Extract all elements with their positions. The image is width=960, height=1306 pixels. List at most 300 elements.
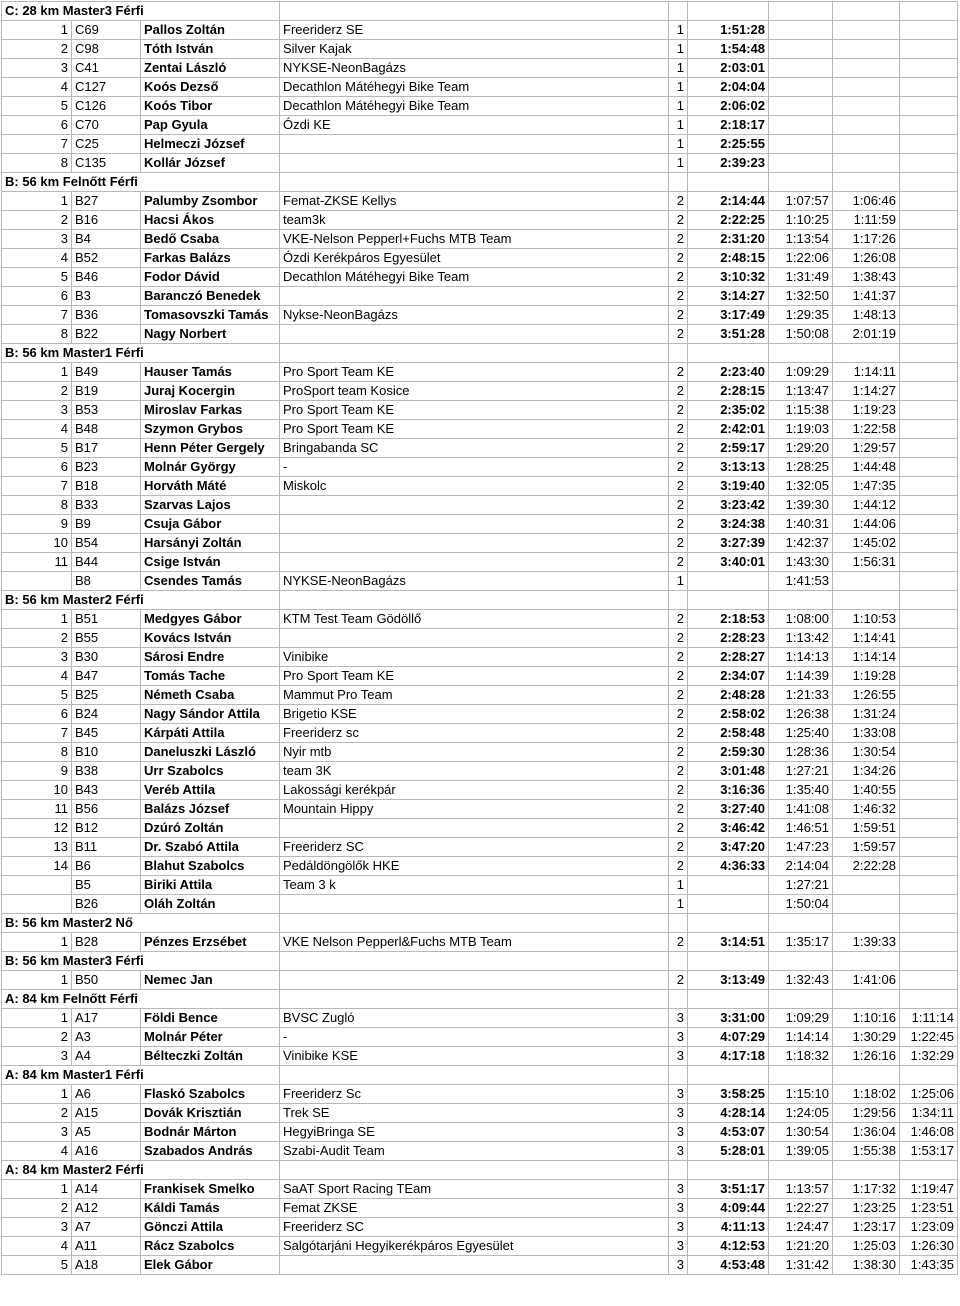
rank-cell: 11 bbox=[2, 800, 72, 819]
laps-cell: 2 bbox=[669, 610, 688, 629]
table-row bbox=[2, 1085, 958, 1104]
lap3-time-cell: 1:32:29 bbox=[900, 1047, 958, 1066]
rank-cell: 8 bbox=[2, 154, 72, 173]
rank-cell: 5 bbox=[2, 97, 72, 116]
category-title: B: 56 km Master2 Férfi bbox=[2, 591, 280, 610]
lap1-time-cell: 1:30:54 bbox=[769, 1123, 833, 1142]
lap2-time-cell: 1:59:51 bbox=[833, 819, 900, 838]
bib-cell: B43 bbox=[72, 781, 141, 800]
team-cell bbox=[280, 819, 669, 838]
lap3-time-cell bbox=[900, 781, 958, 800]
team-cell bbox=[280, 515, 669, 534]
rank-cell: 8 bbox=[2, 496, 72, 515]
rank-cell: 6 bbox=[2, 116, 72, 135]
lap1-time-cell: 1:28:36 bbox=[769, 743, 833, 762]
team-cell bbox=[280, 895, 669, 914]
lap3-time-cell: 1:22:45 bbox=[900, 1028, 958, 1047]
table-row bbox=[2, 933, 958, 952]
lap1-time-cell: 1:26:38 bbox=[769, 705, 833, 724]
bib-cell: B22 bbox=[72, 325, 141, 344]
laps-cell: 2 bbox=[669, 971, 688, 990]
lap1-time-cell: 2:14:04 bbox=[769, 857, 833, 876]
laps-cell: 2 bbox=[669, 287, 688, 306]
table-row bbox=[2, 857, 958, 876]
lap3-time-cell bbox=[900, 192, 958, 211]
total-time-cell: 2:48:28 bbox=[688, 686, 769, 705]
name-cell: Elek Gábor bbox=[141, 1256, 280, 1275]
name-cell: Pap Gyula bbox=[141, 116, 280, 135]
team-cell: Femat ZKSE bbox=[280, 1199, 669, 1218]
rank-cell: 10 bbox=[2, 534, 72, 553]
category-header-row bbox=[2, 2, 958, 21]
lap1-time-cell: 1:24:05 bbox=[769, 1104, 833, 1123]
table-row bbox=[2, 705, 958, 724]
lap1-time-cell: 1:29:20 bbox=[769, 439, 833, 458]
laps-cell: 2 bbox=[669, 762, 688, 781]
bib-cell: B18 bbox=[72, 477, 141, 496]
table-row bbox=[2, 1123, 958, 1142]
empty-cell bbox=[769, 591, 833, 610]
category-title: B: 56 km Master3 Férfi bbox=[2, 952, 280, 971]
lap3-time-cell bbox=[900, 325, 958, 344]
table-row bbox=[2, 610, 958, 629]
bib-cell: B23 bbox=[72, 458, 141, 477]
bib-cell: C70 bbox=[72, 116, 141, 135]
name-cell: Oláh Zoltán bbox=[141, 895, 280, 914]
name-cell: Csige István bbox=[141, 553, 280, 572]
team-cell bbox=[280, 629, 669, 648]
lap3-time-cell bbox=[900, 933, 958, 952]
rank-cell: 1 bbox=[2, 1085, 72, 1104]
lap3-time-cell bbox=[900, 40, 958, 59]
total-time-cell bbox=[688, 572, 769, 591]
bib-cell: B27 bbox=[72, 192, 141, 211]
rank-cell: 7 bbox=[2, 477, 72, 496]
rank-cell: 1 bbox=[2, 1180, 72, 1199]
name-cell: Németh Csaba bbox=[141, 686, 280, 705]
empty-cell bbox=[769, 1161, 833, 1180]
lap1-time-cell: 1:42:37 bbox=[769, 534, 833, 553]
name-cell: Dr. Szabó Attila bbox=[141, 838, 280, 857]
team-cell: Silver Kajak bbox=[280, 40, 669, 59]
lap3-time-cell bbox=[900, 306, 958, 325]
team-cell: Salgótarjáni Hegyikerékpáros Egyesület bbox=[280, 1237, 669, 1256]
rank-cell: 3 bbox=[2, 1218, 72, 1237]
total-time-cell: 2:03:01 bbox=[688, 59, 769, 78]
lap2-time-cell: 2:22:28 bbox=[833, 857, 900, 876]
name-cell: Koós Dezső bbox=[141, 78, 280, 97]
total-time-cell: 3:16:36 bbox=[688, 781, 769, 800]
lap3-time-cell: 1:19:47 bbox=[900, 1180, 958, 1199]
team-cell: SaAT Sport Racing TEam bbox=[280, 1180, 669, 1199]
category-title: A: 84 km Master2 Férfi bbox=[2, 1161, 280, 1180]
lap1-time-cell: 1:46:51 bbox=[769, 819, 833, 838]
bib-cell: B33 bbox=[72, 496, 141, 515]
laps-cell: 2 bbox=[669, 477, 688, 496]
table-row bbox=[2, 78, 958, 97]
bib-cell: A12 bbox=[72, 1199, 141, 1218]
laps-cell: 2 bbox=[669, 382, 688, 401]
rank-cell: 1 bbox=[2, 21, 72, 40]
name-cell: Palumby Zsombor bbox=[141, 192, 280, 211]
results-table bbox=[1, 1, 958, 1275]
rank-cell: 2 bbox=[2, 1104, 72, 1123]
lap3-time-cell: 1:46:08 bbox=[900, 1123, 958, 1142]
lap3-time-cell bbox=[900, 762, 958, 781]
total-time-cell: 2:31:20 bbox=[688, 230, 769, 249]
team-cell: Nykse-NeonBagázs bbox=[280, 306, 669, 325]
empty-cell bbox=[280, 344, 669, 363]
laps-cell: 3 bbox=[669, 1180, 688, 1199]
table-row bbox=[2, 306, 958, 325]
table-row bbox=[2, 743, 958, 762]
rank-cell: 8 bbox=[2, 743, 72, 762]
name-cell: Kovács István bbox=[141, 629, 280, 648]
lap3-time-cell: 1:23:51 bbox=[900, 1199, 958, 1218]
bib-cell: B5 bbox=[72, 876, 141, 895]
total-time-cell: 3:47:20 bbox=[688, 838, 769, 857]
bib-cell: B52 bbox=[72, 249, 141, 268]
total-time-cell: 2:42:01 bbox=[688, 420, 769, 439]
empty-cell bbox=[900, 2, 958, 21]
table-row bbox=[2, 1047, 958, 1066]
lap3-time-cell: 1:23:09 bbox=[900, 1218, 958, 1237]
laps-cell: 1 bbox=[669, 876, 688, 895]
table-row bbox=[2, 496, 958, 515]
rank-cell: 7 bbox=[2, 135, 72, 154]
laps-cell: 3 bbox=[669, 1085, 688, 1104]
lap1-time-cell: 1:43:30 bbox=[769, 553, 833, 572]
table-row bbox=[2, 268, 958, 287]
bib-cell: B51 bbox=[72, 610, 141, 629]
rank-cell: 3 bbox=[2, 401, 72, 420]
lap2-time-cell: 1:45:02 bbox=[833, 534, 900, 553]
category-title: B: 56 km Felnőtt Férfi bbox=[2, 173, 280, 192]
results-sheet bbox=[1, 1, 957, 1275]
table-row bbox=[2, 249, 958, 268]
rank-cell: 1 bbox=[2, 610, 72, 629]
empty-cell bbox=[669, 344, 688, 363]
bib-cell: B54 bbox=[72, 534, 141, 553]
name-cell: Kollár József bbox=[141, 154, 280, 173]
lap3-time-cell bbox=[900, 287, 958, 306]
laps-cell: 1 bbox=[669, 135, 688, 154]
bib-cell: A11 bbox=[72, 1237, 141, 1256]
bib-cell: B19 bbox=[72, 382, 141, 401]
name-cell: Daneluszki László bbox=[141, 743, 280, 762]
lap2-time-cell: 1:46:32 bbox=[833, 800, 900, 819]
bib-cell: B53 bbox=[72, 401, 141, 420]
team-cell: Miskolc bbox=[280, 477, 669, 496]
team-cell: Freeriderz SC bbox=[280, 838, 669, 857]
lap1-time-cell bbox=[769, 116, 833, 135]
lap2-time-cell: 1:14:14 bbox=[833, 648, 900, 667]
bib-cell: B4 bbox=[72, 230, 141, 249]
bib-cell: B36 bbox=[72, 306, 141, 325]
total-time-cell: 2:59:30 bbox=[688, 743, 769, 762]
table-row bbox=[2, 230, 958, 249]
team-cell: Nyir mtb bbox=[280, 743, 669, 762]
lap1-time-cell: 1:31:42 bbox=[769, 1256, 833, 1275]
rank-cell: 7 bbox=[2, 306, 72, 325]
total-time-cell: 5:28:01 bbox=[688, 1142, 769, 1161]
bib-cell: B46 bbox=[72, 268, 141, 287]
empty-cell bbox=[688, 1161, 769, 1180]
laps-cell: 2 bbox=[669, 401, 688, 420]
bib-cell: C98 bbox=[72, 40, 141, 59]
team-cell: Trek SE bbox=[280, 1104, 669, 1123]
total-time-cell: 3:51:28 bbox=[688, 325, 769, 344]
total-time-cell: 2:28:15 bbox=[688, 382, 769, 401]
lap3-time-cell: 1:43:35 bbox=[900, 1256, 958, 1275]
total-time-cell: 3:58:25 bbox=[688, 1085, 769, 1104]
laps-cell: 2 bbox=[669, 781, 688, 800]
name-cell: Gönczi Attila bbox=[141, 1218, 280, 1237]
team-cell: ProSport team Kosice bbox=[280, 382, 669, 401]
lap3-time-cell bbox=[900, 249, 958, 268]
lap1-time-cell: 1:32:50 bbox=[769, 287, 833, 306]
lap2-time-cell: 1:30:29 bbox=[833, 1028, 900, 1047]
lap3-time-cell bbox=[900, 629, 958, 648]
lap2-time-cell: 1:29:57 bbox=[833, 439, 900, 458]
total-time-cell: 2:39:23 bbox=[688, 154, 769, 173]
empty-cell bbox=[669, 914, 688, 933]
rank-cell: 3 bbox=[2, 1047, 72, 1066]
laps-cell: 2 bbox=[669, 249, 688, 268]
total-time-cell: 2:28:23 bbox=[688, 629, 769, 648]
rank-cell: 7 bbox=[2, 724, 72, 743]
name-cell: Földi Bence bbox=[141, 1009, 280, 1028]
name-cell: Bodnár Márton bbox=[141, 1123, 280, 1142]
bib-cell: B56 bbox=[72, 800, 141, 819]
laps-cell: 3 bbox=[669, 1199, 688, 1218]
name-cell: Pénzes Erzsébet bbox=[141, 933, 280, 952]
lap2-time-cell: 1:29:56 bbox=[833, 1104, 900, 1123]
total-time-cell bbox=[688, 895, 769, 914]
lap3-time-cell bbox=[900, 59, 958, 78]
name-cell: Szarvas Lajos bbox=[141, 496, 280, 515]
name-cell: Nagy Sándor Attila bbox=[141, 705, 280, 724]
laps-cell: 2 bbox=[669, 192, 688, 211]
total-time-cell: 3:01:48 bbox=[688, 762, 769, 781]
bib-cell: B38 bbox=[72, 762, 141, 781]
empty-cell bbox=[688, 1066, 769, 1085]
name-cell: Flaskó Szabolcs bbox=[141, 1085, 280, 1104]
lap3-time-cell bbox=[900, 135, 958, 154]
lap2-time-cell: 1:14:11 bbox=[833, 363, 900, 382]
total-time-cell: 3:19:40 bbox=[688, 477, 769, 496]
lap2-time-cell: 1:19:23 bbox=[833, 401, 900, 420]
name-cell: Baranczó Benedek bbox=[141, 287, 280, 306]
name-cell: Henn Péter Gergely bbox=[141, 439, 280, 458]
laps-cell: 1 bbox=[669, 40, 688, 59]
rank-cell: 4 bbox=[2, 249, 72, 268]
laps-cell: 2 bbox=[669, 306, 688, 325]
empty-cell bbox=[833, 1066, 900, 1085]
table-row bbox=[2, 97, 958, 116]
bib-cell: B28 bbox=[72, 933, 141, 952]
laps-cell: 2 bbox=[669, 819, 688, 838]
bib-cell: A14 bbox=[72, 1180, 141, 1199]
name-cell: Káldi Tamás bbox=[141, 1199, 280, 1218]
total-time-cell: 2:23:40 bbox=[688, 363, 769, 382]
laps-cell: 2 bbox=[669, 724, 688, 743]
empty-cell bbox=[280, 1161, 669, 1180]
name-cell: Nagy Norbert bbox=[141, 325, 280, 344]
total-time-cell: 3:31:00 bbox=[688, 1009, 769, 1028]
empty-cell bbox=[900, 952, 958, 971]
laps-cell: 2 bbox=[669, 420, 688, 439]
lap2-time-cell: 1:26:08 bbox=[833, 249, 900, 268]
rank-cell: 3 bbox=[2, 648, 72, 667]
empty-cell bbox=[669, 591, 688, 610]
total-time-cell: 3:14:27 bbox=[688, 287, 769, 306]
lap1-time-cell: 1:22:06 bbox=[769, 249, 833, 268]
table-row bbox=[2, 192, 958, 211]
category-header-row bbox=[2, 173, 958, 192]
team-cell: Freeriderz SC bbox=[280, 1218, 669, 1237]
rank-cell: 12 bbox=[2, 819, 72, 838]
team-cell: Pro Sport Team KE bbox=[280, 667, 669, 686]
lap1-time-cell: 1:27:21 bbox=[769, 876, 833, 895]
lap2-time-cell: 1:17:26 bbox=[833, 230, 900, 249]
lap2-time-cell bbox=[833, 21, 900, 40]
lap3-time-cell bbox=[900, 382, 958, 401]
lap2-time-cell: 1:25:03 bbox=[833, 1237, 900, 1256]
empty-cell bbox=[280, 914, 669, 933]
table-row bbox=[2, 135, 958, 154]
lap2-time-cell: 1:41:37 bbox=[833, 287, 900, 306]
laps-cell: 3 bbox=[669, 1047, 688, 1066]
lap1-time-cell bbox=[769, 78, 833, 97]
table-row bbox=[2, 1104, 958, 1123]
lap1-time-cell: 1:09:29 bbox=[769, 363, 833, 382]
lap3-time-cell bbox=[900, 572, 958, 591]
lap3-time-cell bbox=[900, 857, 958, 876]
lap3-time-cell bbox=[900, 553, 958, 572]
category-header-row bbox=[2, 1161, 958, 1180]
table-row bbox=[2, 59, 958, 78]
laps-cell: 1 bbox=[669, 78, 688, 97]
total-time-cell: 1:51:28 bbox=[688, 21, 769, 40]
empty-cell bbox=[669, 990, 688, 1009]
bib-cell: B47 bbox=[72, 667, 141, 686]
team-cell: Mammut Pro Team bbox=[280, 686, 669, 705]
table-row bbox=[2, 1199, 958, 1218]
empty-cell bbox=[280, 591, 669, 610]
laps-cell: 2 bbox=[669, 667, 688, 686]
lap2-time-cell: 1:56:31 bbox=[833, 553, 900, 572]
lap3-time-cell bbox=[900, 667, 958, 686]
team-cell: Freeriderz SE bbox=[280, 21, 669, 40]
bib-cell: B17 bbox=[72, 439, 141, 458]
lap1-time-cell bbox=[769, 40, 833, 59]
rank-cell: 4 bbox=[2, 667, 72, 686]
laps-cell: 2 bbox=[669, 933, 688, 952]
name-cell: Harsányi Zoltán bbox=[141, 534, 280, 553]
team-cell: Decathlon Mátéhegyi Bike Team bbox=[280, 78, 669, 97]
empty-cell bbox=[900, 1066, 958, 1085]
team-cell bbox=[280, 1256, 669, 1275]
name-cell: Csuja Gábor bbox=[141, 515, 280, 534]
rank-cell: 2 bbox=[2, 629, 72, 648]
table-row bbox=[2, 724, 958, 743]
bib-cell: A7 bbox=[72, 1218, 141, 1237]
lap1-time-cell: 1:09:29 bbox=[769, 1009, 833, 1028]
table-row bbox=[2, 895, 958, 914]
laps-cell: 2 bbox=[669, 629, 688, 648]
empty-cell bbox=[769, 952, 833, 971]
lap1-time-cell: 1:28:25 bbox=[769, 458, 833, 477]
lap1-time-cell: 1:40:31 bbox=[769, 515, 833, 534]
name-cell: Kárpáti Attila bbox=[141, 724, 280, 743]
lap3-time-cell bbox=[900, 496, 958, 515]
category-header-row bbox=[2, 344, 958, 363]
rank-cell: 1 bbox=[2, 1009, 72, 1028]
laps-cell: 2 bbox=[669, 838, 688, 857]
empty-cell bbox=[900, 990, 958, 1009]
bib-cell: C126 bbox=[72, 97, 141, 116]
category-title: A: 84 km Felnőtt Férfi bbox=[2, 990, 280, 1009]
rank-cell: 2 bbox=[2, 40, 72, 59]
lap2-time-cell: 1:40:55 bbox=[833, 781, 900, 800]
lap3-time-cell bbox=[900, 211, 958, 230]
team-cell: KTM Test Team Gödöllő bbox=[280, 610, 669, 629]
empty-cell bbox=[669, 2, 688, 21]
rank-cell: 6 bbox=[2, 705, 72, 724]
bib-cell: B50 bbox=[72, 971, 141, 990]
lap1-time-cell: 1:08:00 bbox=[769, 610, 833, 629]
category-header-row bbox=[2, 1066, 958, 1085]
rank-cell: 4 bbox=[2, 78, 72, 97]
name-cell: Medgyes Gábor bbox=[141, 610, 280, 629]
laps-cell: 1 bbox=[669, 59, 688, 78]
table-row bbox=[2, 1256, 958, 1275]
rank-cell: 9 bbox=[2, 515, 72, 534]
total-time-cell: 2:18:17 bbox=[688, 116, 769, 135]
bib-cell: B10 bbox=[72, 743, 141, 762]
team-cell bbox=[280, 325, 669, 344]
lap1-time-cell: 1:35:17 bbox=[769, 933, 833, 952]
category-title: B: 56 km Master2 Nő bbox=[2, 914, 280, 933]
rank-cell: 4 bbox=[2, 1142, 72, 1161]
lap2-time-cell bbox=[833, 572, 900, 591]
lap1-time-cell: 1:29:35 bbox=[769, 306, 833, 325]
name-cell: Tóth István bbox=[141, 40, 280, 59]
name-cell: Blahut Szabolcs bbox=[141, 857, 280, 876]
rank-cell: 5 bbox=[2, 268, 72, 287]
team-cell: team 3K bbox=[280, 762, 669, 781]
lap1-time-cell: 1:14:39 bbox=[769, 667, 833, 686]
team-cell: NYKSE-NeonBagázs bbox=[280, 572, 669, 591]
lap2-time-cell: 1:06:46 bbox=[833, 192, 900, 211]
lap2-time-cell: 1:18:02 bbox=[833, 1085, 900, 1104]
lap1-time-cell bbox=[769, 21, 833, 40]
lap3-time-cell bbox=[900, 515, 958, 534]
total-time-cell: 4:09:44 bbox=[688, 1199, 769, 1218]
laps-cell: 1 bbox=[669, 572, 688, 591]
team-cell: BVSC Zugló bbox=[280, 1009, 669, 1028]
lap3-time-cell bbox=[900, 78, 958, 97]
bib-cell: B25 bbox=[72, 686, 141, 705]
lap1-time-cell: 1:35:40 bbox=[769, 781, 833, 800]
empty-cell bbox=[688, 914, 769, 933]
rank-cell: 4 bbox=[2, 1237, 72, 1256]
laps-cell: 2 bbox=[669, 686, 688, 705]
empty-cell bbox=[900, 173, 958, 192]
category-header-row bbox=[2, 914, 958, 933]
total-time-cell: 2:14:44 bbox=[688, 192, 769, 211]
